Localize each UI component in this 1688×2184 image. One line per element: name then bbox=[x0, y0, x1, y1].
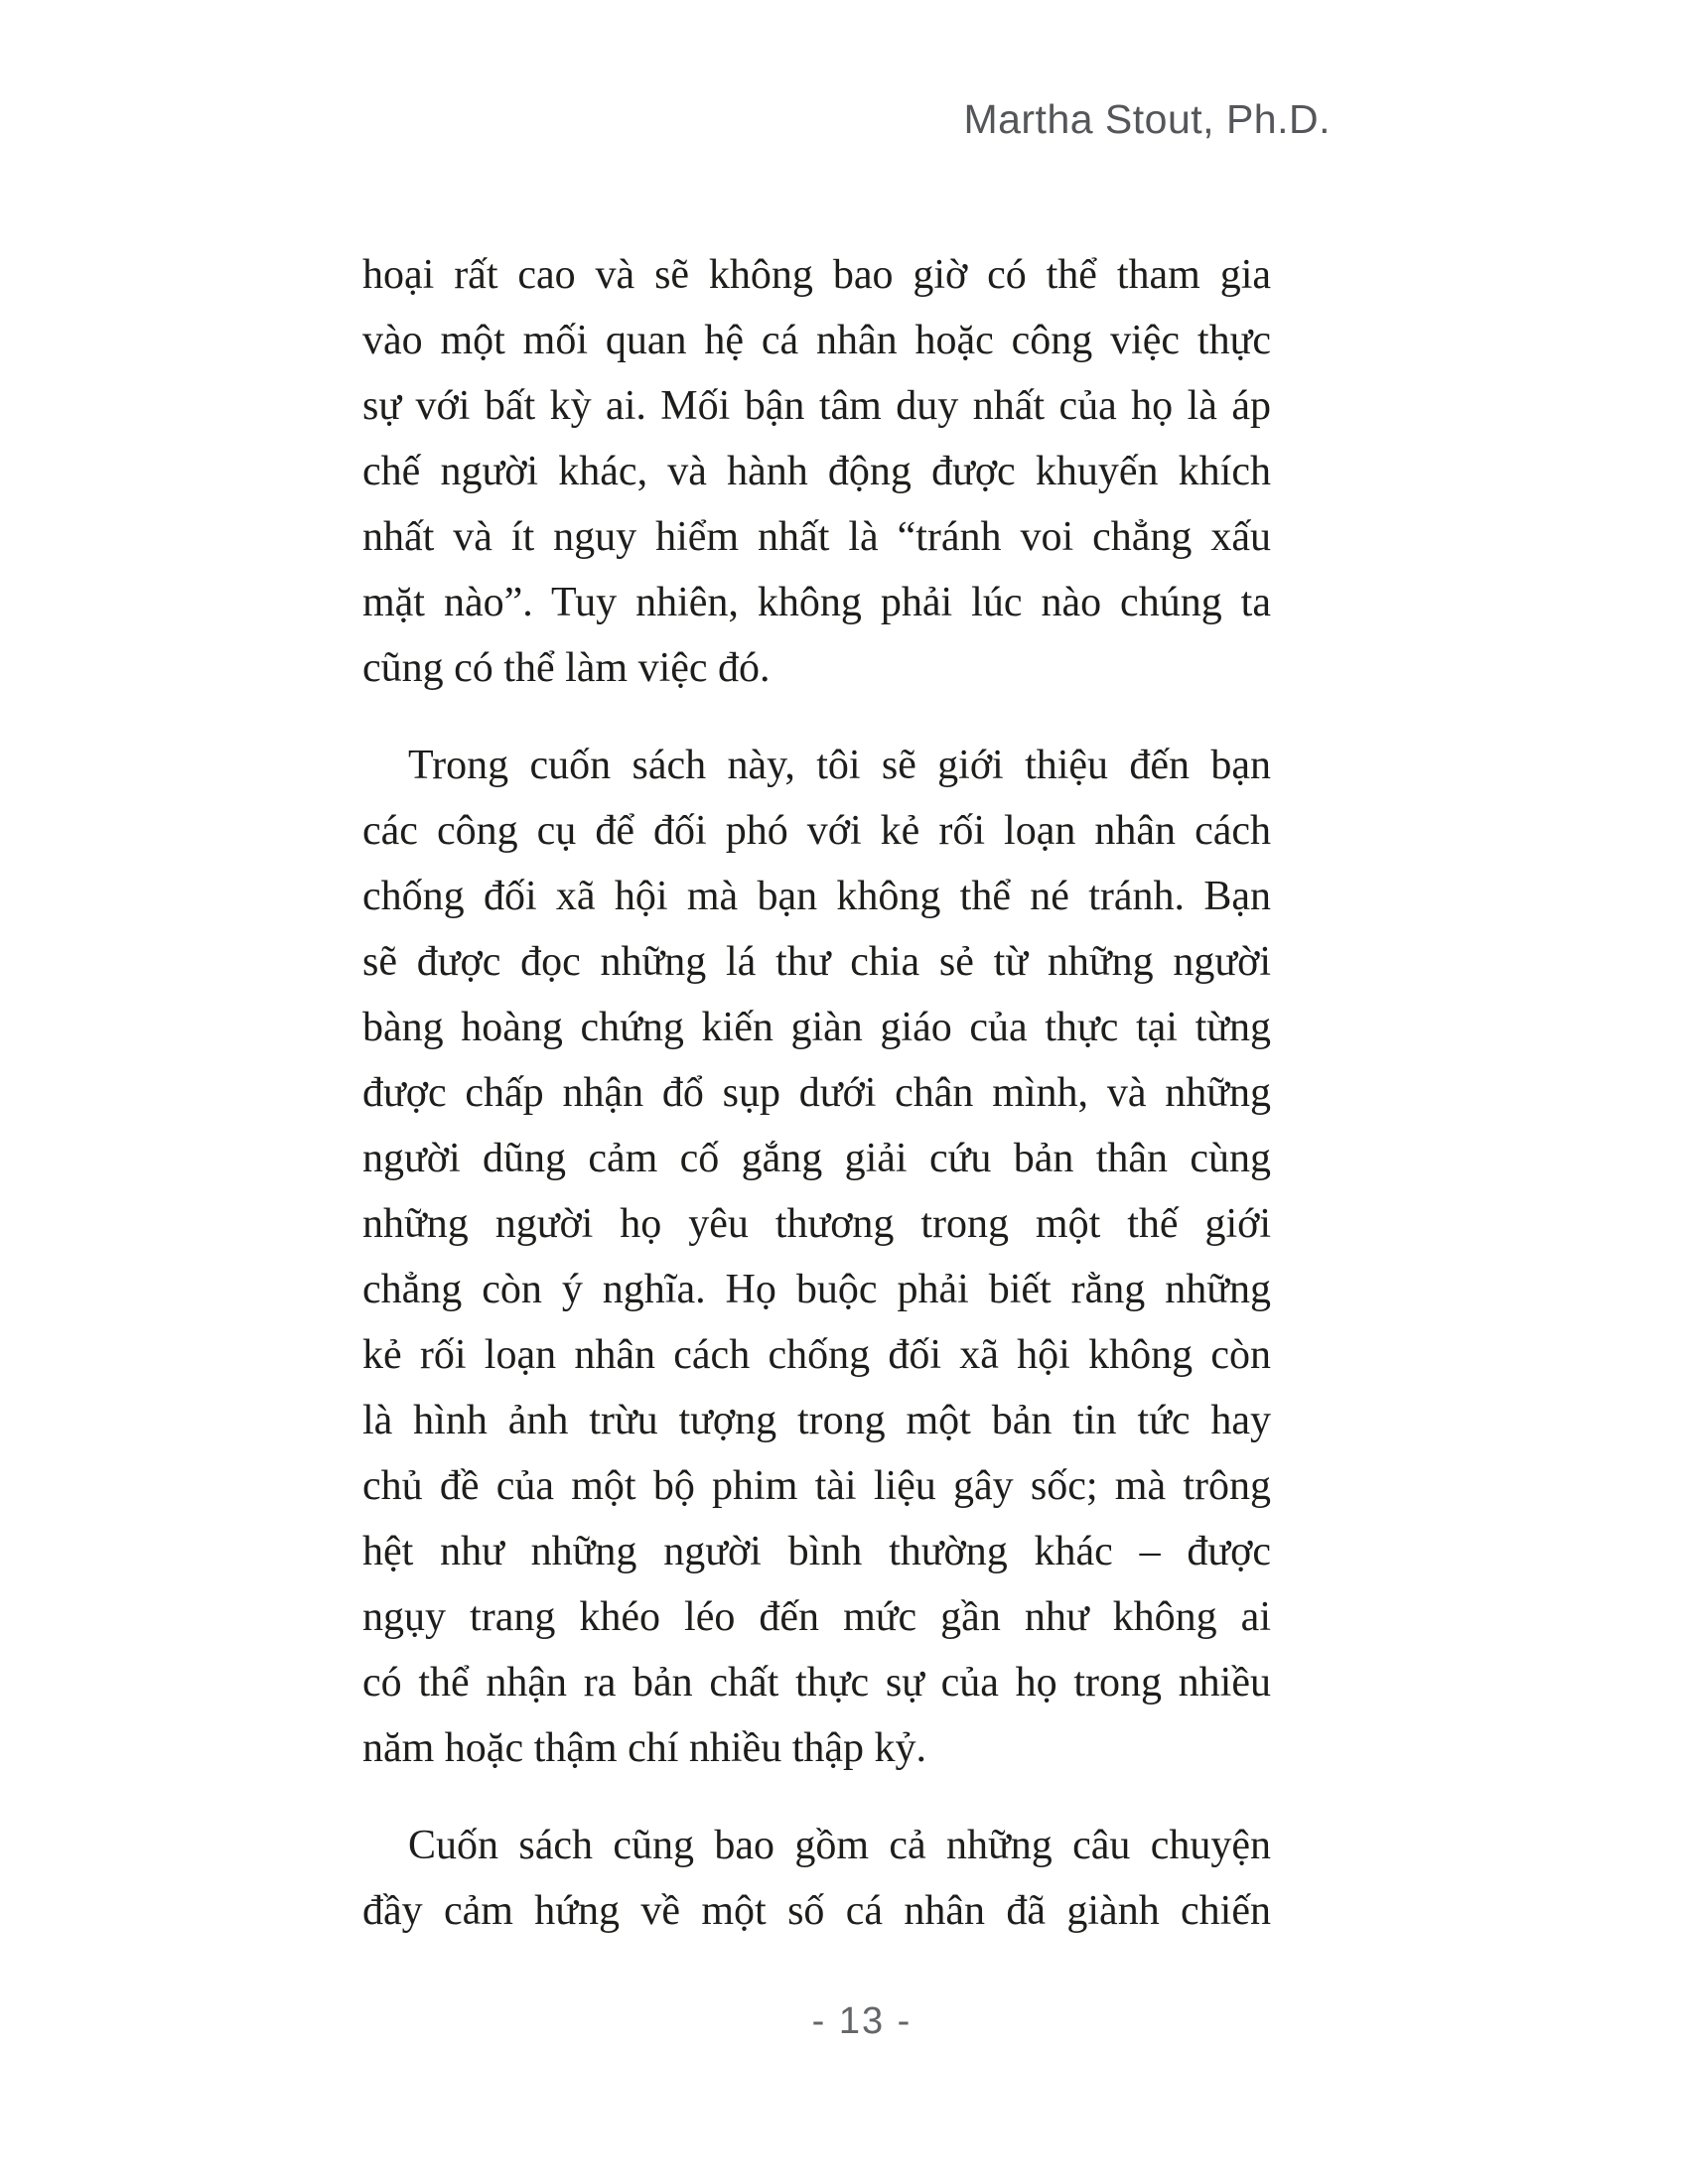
text-line: được chấp nhận đổ sụp dưới chân mình, và những bbox=[362, 1070, 1271, 1116]
text-line: chủ đề của một bộ phim tài liệu gây sốc; mà trông bbox=[362, 1463, 1271, 1509]
text-line: những người họ yêu thương trong một thế giới bbox=[362, 1201, 1271, 1247]
text-line: năm hoặc thậm chí nhiều thập kỷ. bbox=[362, 1725, 927, 1771]
text-line: Cuốn sách cũng bao gồm cả những câu chuyện bbox=[408, 1823, 1271, 1868]
text-line: ngụy trang khéo léo đến mức gần như không ai bbox=[362, 1594, 1271, 1640]
text-line: sẽ được đọc những lá thư chia sẻ từ những người bbox=[362, 939, 1271, 985]
text-line: mặt nào”. Tuy nhiên, không phải lúc nào chúng ta bbox=[362, 580, 1271, 625]
text-line: chẳng còn ý nghĩa. Họ buộc phải biết rằng những bbox=[362, 1267, 1271, 1312]
text-line: đầy cảm hứng về một số cá nhân đã giành chiến bbox=[362, 1888, 1271, 1934]
body-text bbox=[362, 242, 1271, 1944]
paragraph-1 bbox=[362, 242, 1271, 701]
text-line: chống đối xã hội mà bạn không thể né tránh. Bạn bbox=[362, 874, 1271, 919]
text-line: bàng hoàng chứng kiến giàn giáo của thực tại từng bbox=[362, 1005, 1271, 1050]
text-line: có thể nhận ra bản chất thực sự của họ trong nhiều bbox=[362, 1660, 1271, 1706]
running-header: Martha Stout, Ph.D. bbox=[963, 96, 1331, 142]
text-line: cũng có thể làm việc đó. bbox=[362, 645, 771, 691]
text-line: Trong cuốn sách này, tôi sẽ giới thiệu đến bạn bbox=[408, 743, 1271, 788]
text-line: chế người khác, và hành động được khuyến khích bbox=[362, 449, 1271, 494]
paragraph-2 bbox=[362, 733, 1271, 1781]
text-line: các công cụ để đối phó với kẻ rối loạn nhân cách bbox=[362, 808, 1271, 854]
text-line: vào một mối quan hệ cá nhân hoặc công việc thực bbox=[362, 318, 1271, 363]
text-line: người dũng cảm cố gắng giải cứu bản thân cùng bbox=[362, 1136, 1271, 1181]
text-line: hệt như những người bình thường khác – được bbox=[362, 1529, 1271, 1574]
page-number: - 13 - bbox=[811, 2000, 913, 2042]
text-line: nhất và ít nguy hiểm nhất là “tránh voi chẳng xấu bbox=[362, 514, 1271, 560]
text-line: là hình ảnh trừu tượng trong một bản tin tức hay bbox=[362, 1398, 1271, 1443]
text-line: kẻ rối loạn nhân cách chống đối xã hội không còn bbox=[362, 1332, 1271, 1378]
paragraph-3 bbox=[362, 1813, 1271, 1944]
text-line: sự với bất kỳ ai. Mối bận tâm duy nhất của họ là áp bbox=[362, 383, 1271, 429]
text-line: hoại rất cao và sẽ không bao giờ có thể tham gia bbox=[362, 252, 1271, 298]
